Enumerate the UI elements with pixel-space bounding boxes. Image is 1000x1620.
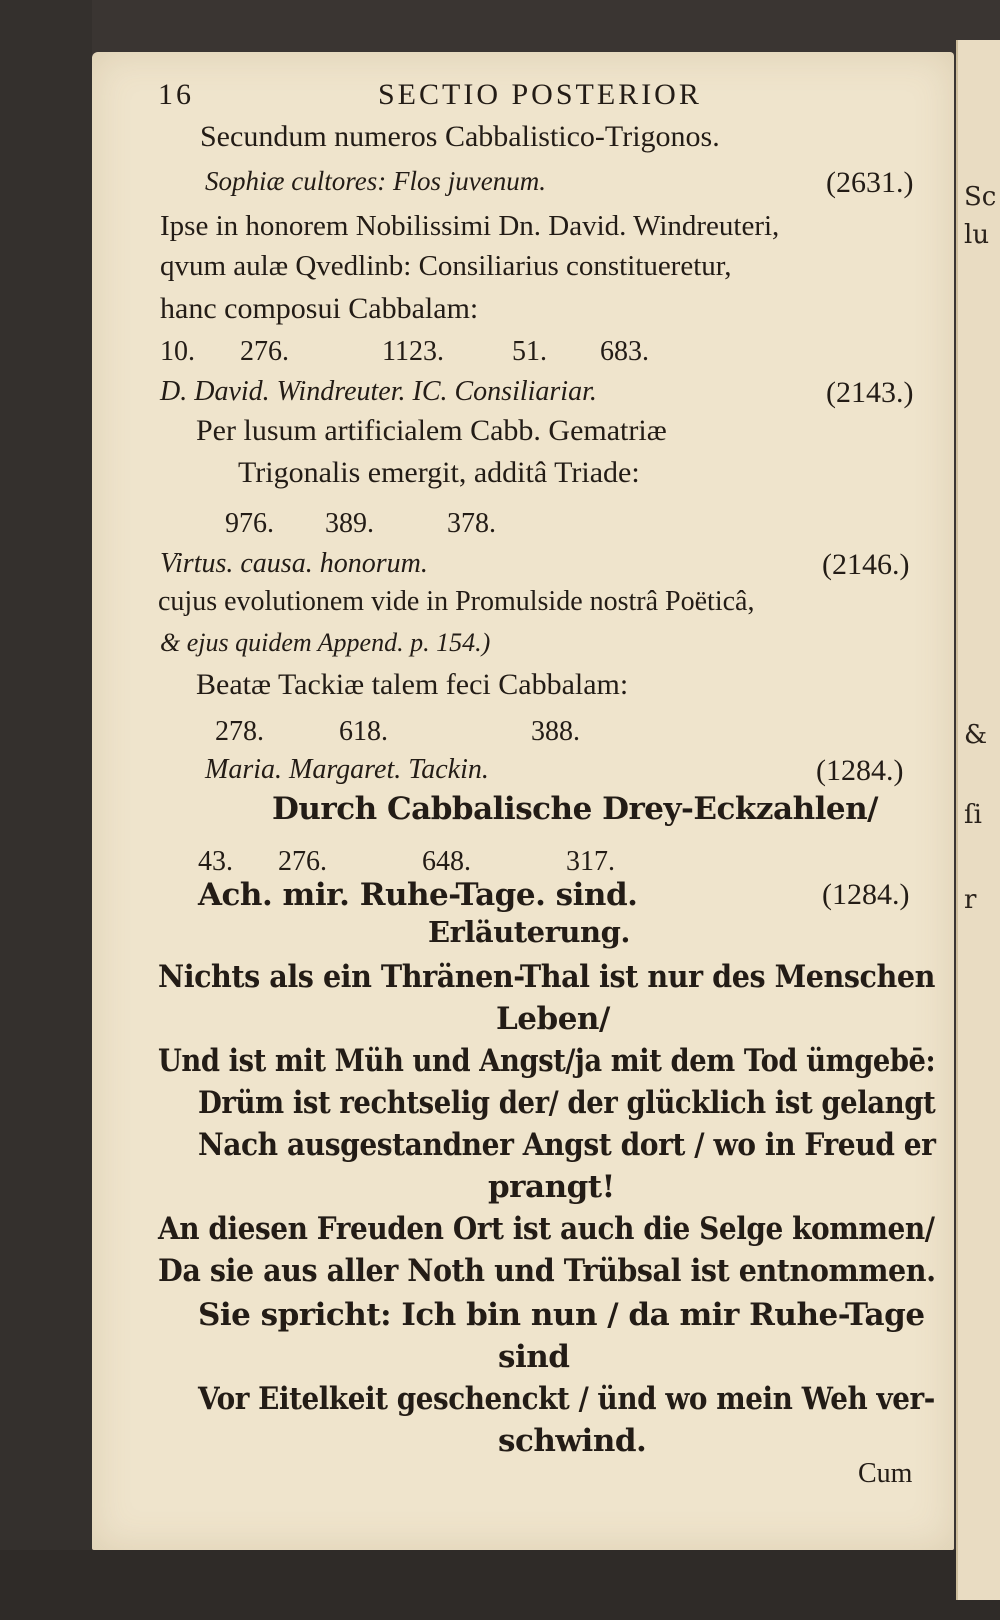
cabbala-sum: (1284.) xyxy=(816,754,904,787)
text-line: Virtus. causa. honorum. xyxy=(160,548,428,579)
text-line: Per lusum artificialem Cabb. Gematriæ xyxy=(196,414,667,447)
poem-line: Nichts als ein Thränen-Thal ist nur des Menschen xyxy=(158,959,935,995)
number: 10. xyxy=(160,336,195,367)
poem-line: Und ist mit Müh und Angst/ja mit dem Tod ümgebē: xyxy=(158,1043,936,1079)
text-line: hanc composui Cabbalam: xyxy=(160,292,479,325)
text-line: Secundum numeros Cabbalistico-Trigonos. xyxy=(200,120,720,153)
number: 43. xyxy=(198,846,233,877)
number: 648. xyxy=(422,846,471,877)
number: 1123. xyxy=(382,336,444,367)
poem-line: Da sie aus aller Noth und Trübsal ist entnommen. xyxy=(158,1253,936,1289)
section-heading: Erläuterung. xyxy=(428,915,630,949)
page-number: 16 xyxy=(158,78,194,111)
text-line: qvum aulæ Qvedlinb: Consiliarius constitueretur, xyxy=(160,250,732,282)
catchword: Cum xyxy=(858,1458,913,1489)
poem-line: Vor Eitelkeit geschenckt / ünd wo mein Weh ver- xyxy=(198,1381,935,1417)
adjacent-page-edge xyxy=(956,40,1000,1600)
number: 618. xyxy=(339,716,388,747)
text-line: Beatæ Tackiæ talem feci Cabbalam: xyxy=(196,668,629,701)
poem-line: schwind. xyxy=(498,1423,647,1459)
number: 976. xyxy=(225,508,274,539)
poem-line: Nach ausgestandner Angst dort / wo in Freud er xyxy=(198,1127,936,1163)
poem-line: Sie spricht: Ich bin nun / da mir Ruhe-Tage xyxy=(198,1297,925,1333)
poem-line: Leben/ xyxy=(496,1001,610,1037)
poem-line: prangt! xyxy=(488,1169,615,1205)
number: 388. xyxy=(531,716,580,747)
poem-line: An diesen Freuden Ort ist auch die Selge kommen/ xyxy=(158,1211,935,1247)
running-head: SECTIO POSTERIOR xyxy=(378,78,702,111)
text-line: cujus evolutionem vide in Promulside nostrâ Poëticâ, xyxy=(158,586,755,617)
number: 276. xyxy=(278,846,327,877)
cabbala-sum: (2146.) xyxy=(822,548,910,581)
scan-background-left xyxy=(0,0,92,1620)
adjacent-fragment: Sc xyxy=(964,182,997,212)
text-line: Ach. mir. Ruhe-Tage. sind. xyxy=(198,877,638,913)
cabbala-sum: (2143.) xyxy=(826,376,914,409)
adjacent-fragment: & xyxy=(964,720,988,750)
text-line: Durch Cabbalische Drey-Eckzahlen/ xyxy=(272,791,878,827)
cabbala-sum: (1284.) xyxy=(822,878,910,911)
text-line: Maria. Margaret. Tackin. xyxy=(205,754,489,785)
number: 51. xyxy=(512,336,547,367)
adjacent-fragment: r xyxy=(964,885,977,915)
number: 378. xyxy=(447,508,496,539)
number: 276. xyxy=(240,336,289,367)
number: 317. xyxy=(566,846,615,877)
text-line: Ipse in honorem Nobilissimi Dn. David. Windreuteri, xyxy=(160,210,780,242)
text-line: Sophiæ cultores: Flos juvenum. xyxy=(205,166,546,196)
poem-line: sind xyxy=(498,1339,570,1375)
number: 683. xyxy=(600,336,649,367)
adjacent-fragment: lu xyxy=(964,220,990,250)
poem-line: Drüm ist rechtselig der/ der glücklich ist gelangt xyxy=(198,1085,936,1121)
text-line: Trigonalis emergit, additâ Triade: xyxy=(238,456,640,489)
adjacent-fragment: ſi xyxy=(964,800,982,830)
text-line: & ejus quidem Append. p. 154.) xyxy=(160,628,491,657)
text-line: D. David. Windreuter. IC. Consiliariar. xyxy=(160,376,597,407)
number: 389. xyxy=(325,508,374,539)
scan-background-bottom xyxy=(0,1550,1000,1620)
cabbala-sum: (2631.) xyxy=(826,166,914,199)
number: 278. xyxy=(215,716,264,747)
